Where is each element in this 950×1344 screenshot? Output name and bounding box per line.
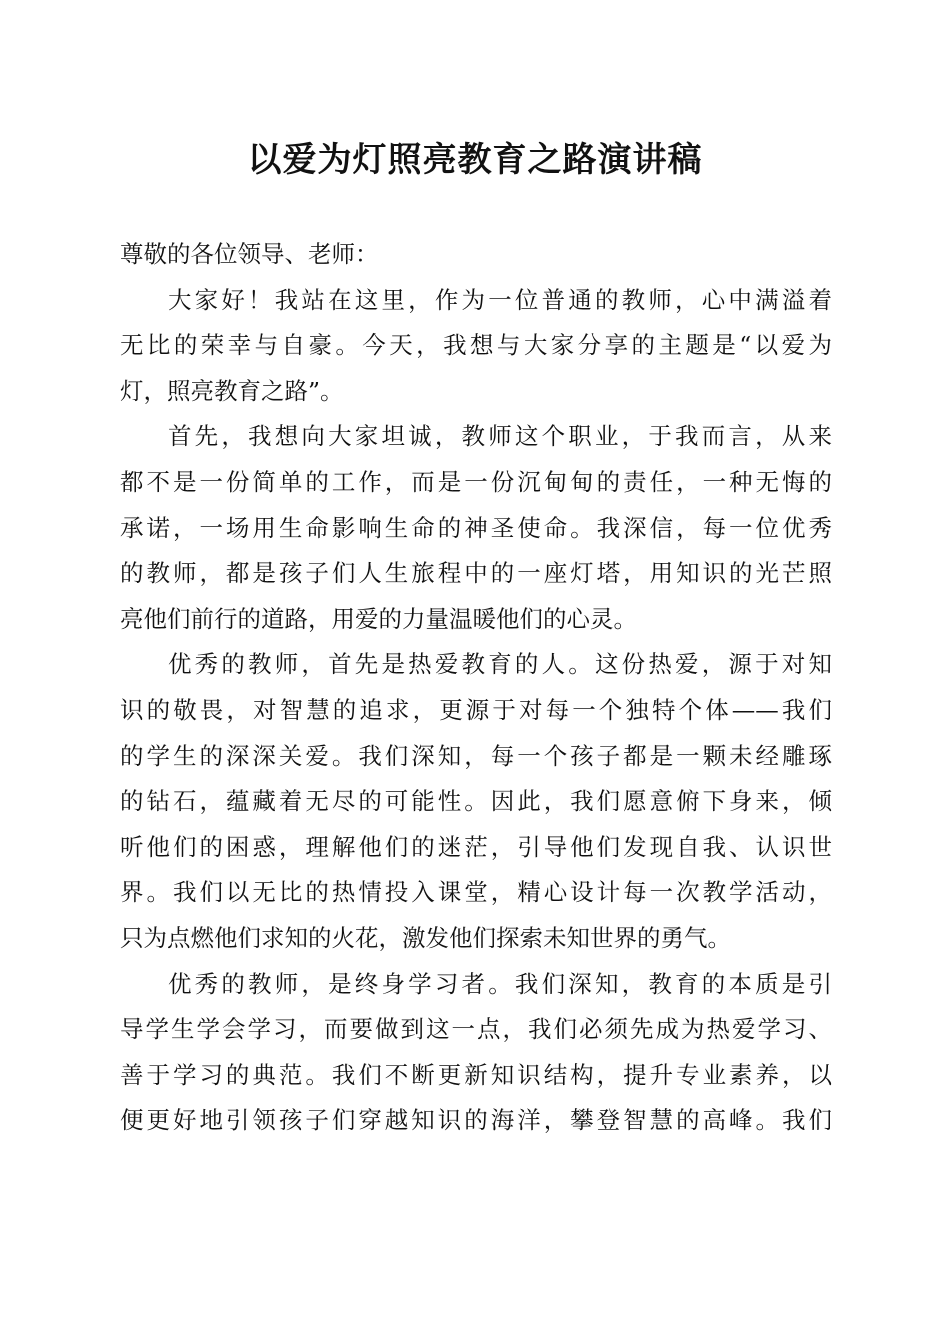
paragraph-line: 的教师，都是孩子们人生旅程中的一座灯塔，用知识的光芒照 [120, 559, 832, 588]
paragraph-line: 灯，照亮教育之路”。 [120, 376, 344, 405]
paragraph-line: 大家好！我站在这里，作为一位普通的教师，心中满溢着 [168, 285, 832, 314]
paragraph-line: 界。我们以无比的热情投入课堂，精心设计每一次教学活动， [120, 878, 832, 907]
paragraph-line: 善于学习的典范。我们不断更新知识结构，提升专业素养，以 [120, 1060, 832, 1089]
paragraph-line: 优秀的教师，首先是热爱教育的人。这份热爱，源于对知 [168, 650, 832, 679]
paragraph-line: 亮他们前行的道路，用爱的力量温暖他们的心灵。 [120, 604, 637, 633]
paragraph-line: 的学生的深深关爱。我们深知，每一个孩子都是一颗未经雕琢 [120, 741, 832, 770]
paragraph-line: 的钻石，蕴藏着无尽的可能性。因此，我们愿意俯下身来，倾 [120, 787, 832, 816]
paragraph-line: 识的敬畏，对智慧的追求，更源于对每一个独特个体——我们 [120, 695, 832, 724]
paragraph-line: 首先，我想向大家坦诚，教师这个职业，于我而言，从来 [168, 422, 832, 451]
document-body [120, 232, 832, 1144]
paragraph-line: 承诺，一场用生命影响生命的神圣使命。我深信，每一位优秀 [120, 513, 832, 542]
paragraph-line: 优秀的教师，是终身学习者。我们深知，教育的本质是引 [168, 969, 832, 998]
paragraph-line: 导学生学会学习，而要做到这一点，我们必须先成为热爱学习、 [120, 1015, 832, 1044]
paragraph-line: 听他们的困惑，理解他们的迷茫，引导他们发现自我、认识世 [120, 832, 832, 861]
paragraph-line: 都不是一份简单的工作，而是一份沉甸甸的责任，一种无悔的 [120, 467, 832, 496]
salutation-line: 尊敬的各位领导、老师： [120, 240, 379, 268]
document-title: 以爱为灯照亮教育之路演讲稿 [247, 140, 703, 180]
paragraph-line: 便更好地引领孩子们穿越知识的海洋，攀登智慧的高峰。我们 [120, 1106, 832, 1135]
paragraph-line: 无比的荣幸与自豪。今天，我想与大家分享的主题是“以爱为 [120, 331, 832, 360]
paragraph-line: 只为点燃他们求知的火花，激发他们探索未知世界的勇气。 [120, 923, 731, 952]
